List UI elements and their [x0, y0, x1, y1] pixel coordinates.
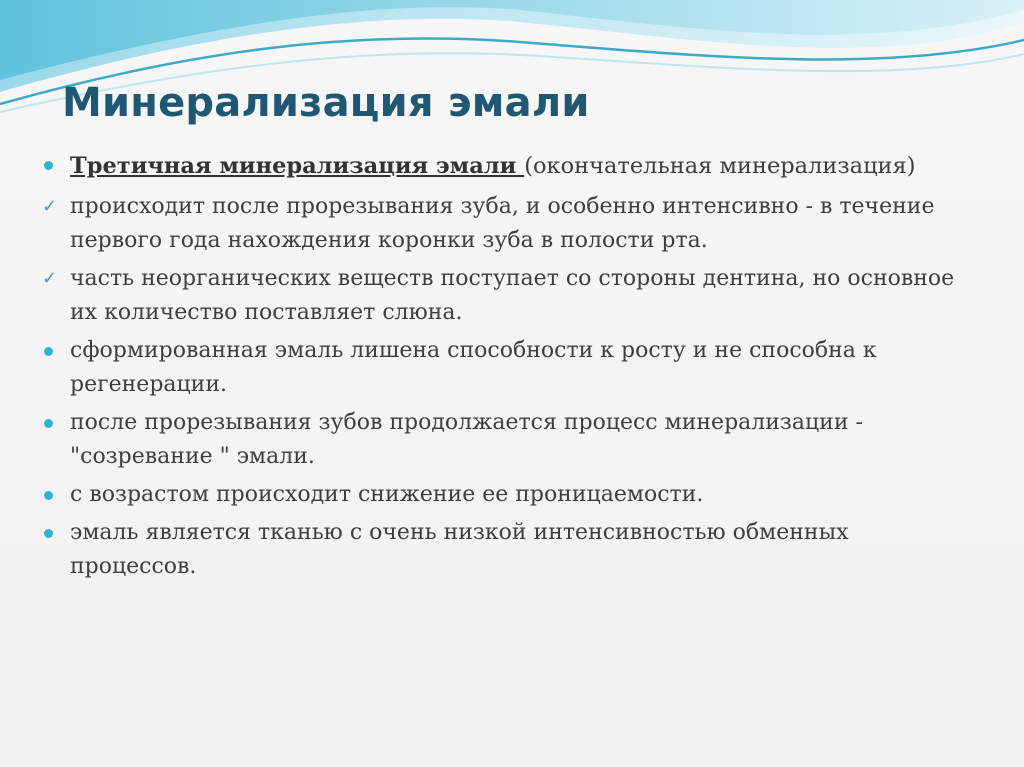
item-text: сформированная эмаль лишена способности к росту и не способна к регенерации. [70, 338, 877, 397]
list-item [38, 262, 978, 330]
bullet-dot-icon [44, 161, 53, 170]
bullet-dot-icon [44, 491, 53, 500]
bullet-list [38, 148, 978, 588]
item-text: с возрастом происходит снижение ее проницаемости. [70, 482, 704, 507]
item-text: часть неорганических веществ поступает со стороны дентина, но основное их количество поставляет слюна. [70, 266, 955, 325]
list-item [38, 406, 978, 474]
item-text: (окончательная минерализация) [524, 153, 916, 179]
checkmark-icon: ✓ [42, 196, 58, 217]
checkmark-icon: ✓ [42, 268, 58, 289]
slide-title: Минерализация эмали [62, 80, 590, 126]
list-item [38, 478, 978, 512]
item-bold-heading: Третичная минерализация эмали [70, 153, 525, 179]
item-text: эмаль является тканью с очень низкой интенсивностью обменных процессов. [70, 520, 849, 579]
list-item [38, 148, 978, 184]
item-text: после прорезывания зубов продолжается процесс минерализации - "созревание " эмали. [70, 410, 863, 469]
list-item [38, 334, 978, 402]
list-item [38, 516, 978, 584]
bullet-dot-icon [44, 347, 53, 356]
bullet-dot-icon [44, 529, 53, 538]
list-item [38, 190, 978, 258]
item-text: происходит после прорезывания зуба, и особенно интенсивно - в течение первого года нахождения коронки зуба в полости рта. [70, 194, 935, 253]
bullet-dot-icon [44, 419, 53, 428]
